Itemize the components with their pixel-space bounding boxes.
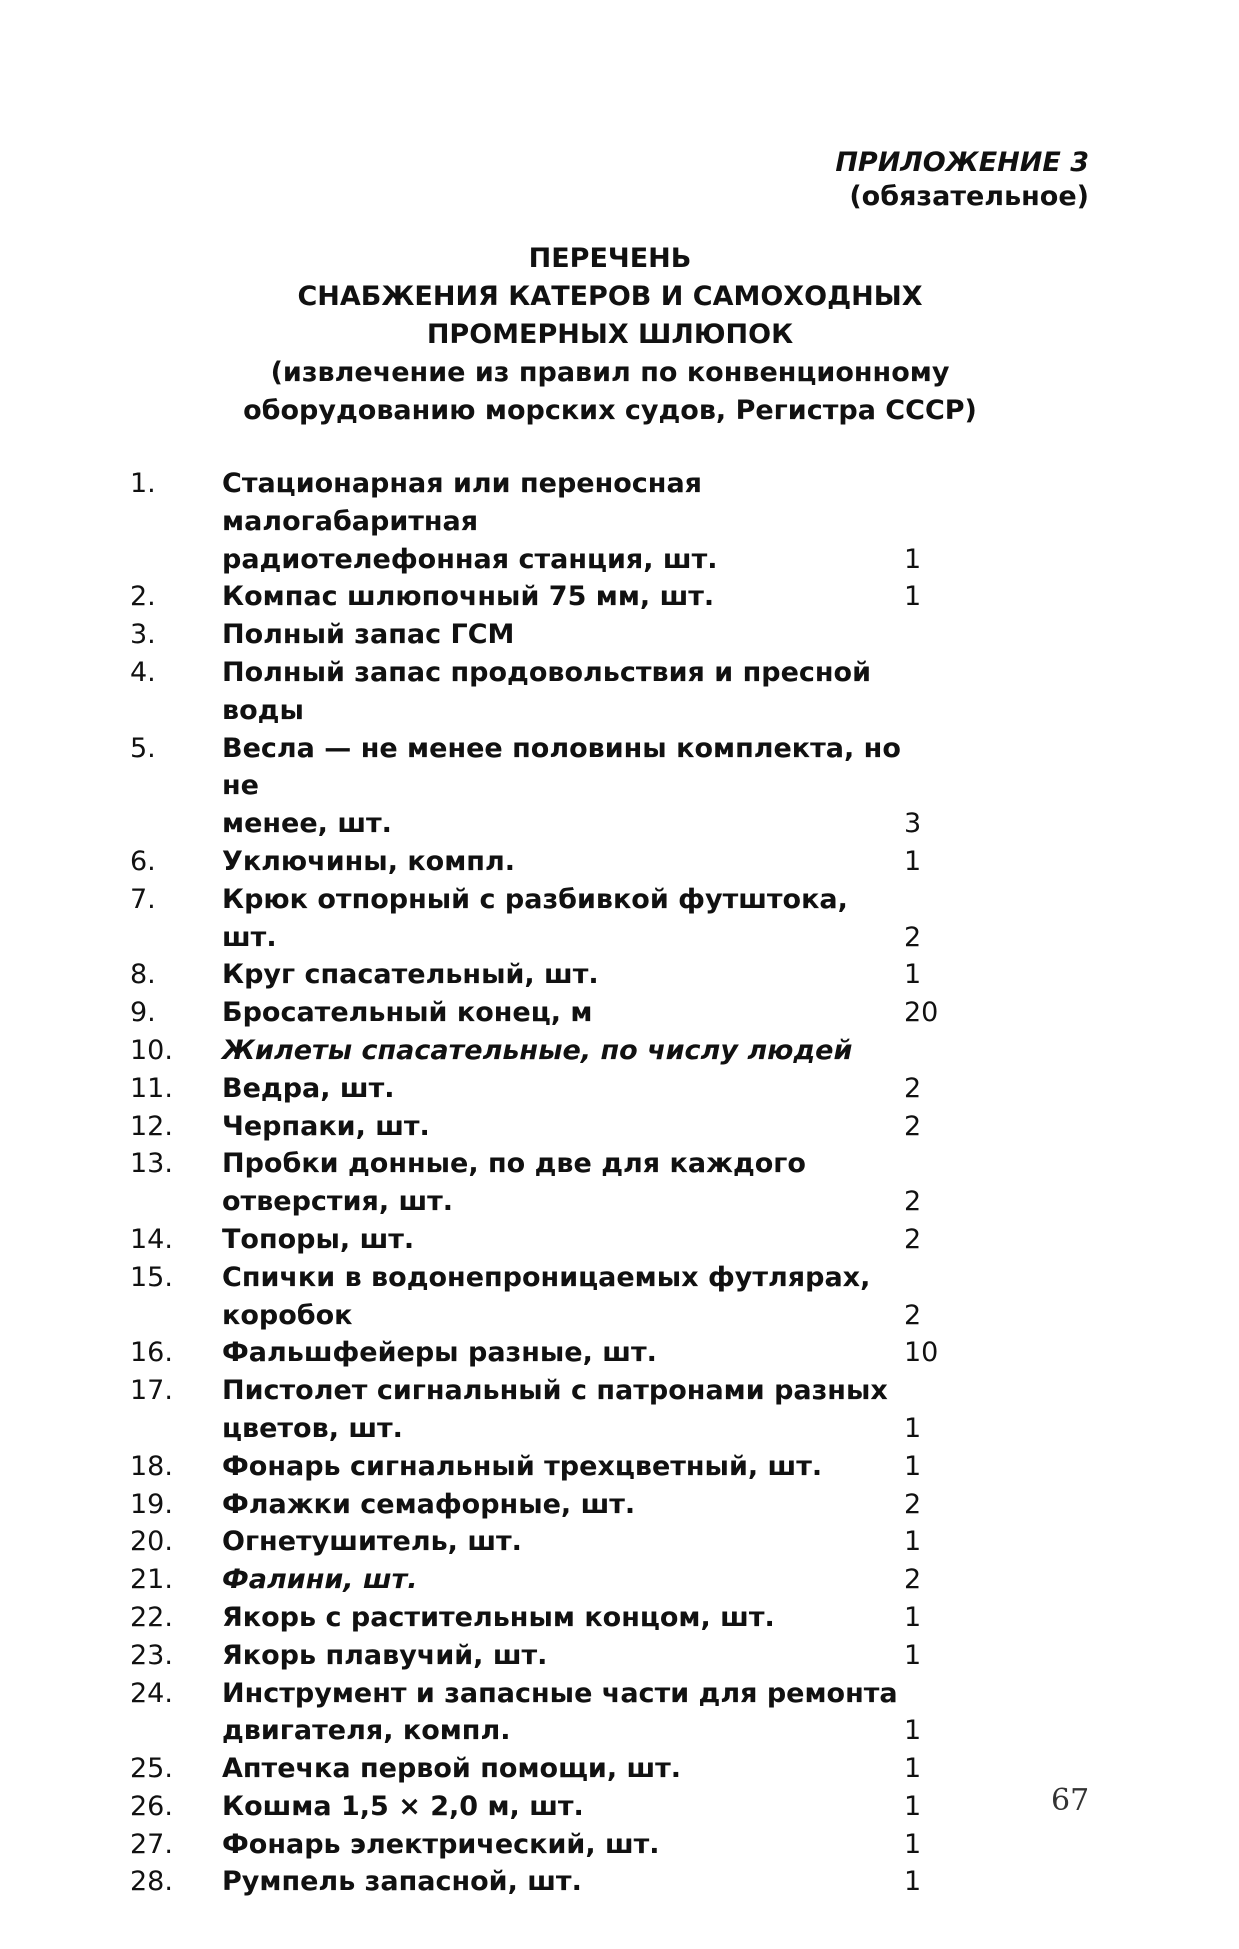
list-item bbox=[130, 1070, 1090, 1108]
item-text: Огнетушитель, шт. bbox=[222, 1526, 522, 1558]
heading-line: ПРОМЕРНЫХ ШЛЮПОК bbox=[426, 319, 794, 350]
item-quantity: 1 bbox=[904, 1450, 922, 1482]
supply-list bbox=[130, 465, 1090, 1901]
item-quantity: 2 bbox=[904, 1564, 922, 1596]
item-number: 22. bbox=[130, 1601, 173, 1633]
heading-line: ПЕРЕЧЕНЬ bbox=[528, 243, 692, 274]
item-number: 25. bbox=[130, 1753, 173, 1785]
list-item bbox=[130, 1486, 1090, 1524]
item-number: 21. bbox=[130, 1564, 173, 1596]
list-item bbox=[130, 1750, 1090, 1788]
item-text: Пробки донные, по две для каждого отверстия, шт. bbox=[222, 1148, 806, 1218]
item-quantity: 2 bbox=[904, 1488, 922, 1520]
item-number: 23. bbox=[130, 1639, 173, 1671]
list-item bbox=[130, 1637, 1090, 1675]
appendix-label bbox=[835, 146, 1089, 214]
appendix-title: ПРИЛОЖЕНИЕ 3 bbox=[835, 147, 1089, 178]
item-text: Жилеты спасательные, по числу людей bbox=[222, 1034, 853, 1066]
item-quantity: 1 bbox=[904, 581, 922, 613]
item-text: Спички в водонепроницаемых футлярах, коробок bbox=[222, 1261, 871, 1331]
appendix-subtitle: (обязательное) bbox=[849, 181, 1089, 212]
item-text: Фалини, шт. bbox=[222, 1564, 418, 1596]
item-text: Полный запас продовольствия и пресной воды bbox=[222, 656, 872, 726]
list-item bbox=[130, 465, 1090, 578]
item-text: Якорь с растительным концом, шт. bbox=[222, 1601, 775, 1633]
item-text: Пистолет сигнальный с патронами разных цветов, шт. bbox=[222, 1375, 888, 1444]
item-quantity: 3 bbox=[904, 808, 922, 840]
document-heading bbox=[200, 240, 1020, 430]
item-number: 27. bbox=[130, 1828, 173, 1860]
item-text: Бросательный конец, м bbox=[222, 997, 593, 1029]
item-number: 12. bbox=[130, 1110, 173, 1142]
item-quantity: 2 bbox=[904, 1299, 922, 1331]
list-item bbox=[130, 1372, 1090, 1448]
item-number: 18. bbox=[130, 1450, 173, 1482]
item-quantity: 2 bbox=[904, 1072, 922, 1104]
list-item bbox=[130, 1523, 1090, 1561]
item-quantity: 1 bbox=[904, 1828, 922, 1860]
list-item bbox=[130, 994, 1090, 1032]
list-item bbox=[130, 881, 1090, 957]
list-item bbox=[130, 1599, 1090, 1637]
item-quantity: 1 bbox=[904, 1639, 922, 1671]
item-text: Крюк отпорный с разбивкой футштока, шт. bbox=[222, 883, 848, 953]
item-quantity: 1 bbox=[904, 1866, 922, 1898]
item-text: Аптечка первой помощи, шт. bbox=[222, 1753, 682, 1785]
list-item bbox=[130, 1561, 1090, 1599]
item-text: Топоры, шт. bbox=[222, 1223, 415, 1255]
item-text: Якорь плавучий, шт. bbox=[222, 1639, 548, 1671]
item-text: Круг спасательный, шт. bbox=[222, 959, 599, 991]
item-text: Флажки семафорные, шт. bbox=[222, 1488, 636, 1520]
item-quantity: 2 bbox=[904, 1186, 922, 1218]
item-text: Инструмент и запасные части для ремонта двигателя, компл. bbox=[222, 1677, 898, 1747]
list-item bbox=[130, 1788, 1090, 1826]
list-item bbox=[130, 730, 1090, 843]
list-item bbox=[130, 843, 1090, 881]
item-number: 17. bbox=[130, 1375, 173, 1407]
item-text: Полный запас ГСМ bbox=[222, 619, 515, 651]
item-number: 1. bbox=[130, 468, 156, 499]
item-number: 2. bbox=[130, 581, 156, 613]
item-text: Фонарь электрический, шт. bbox=[222, 1828, 660, 1860]
item-text: Стационарная или переносная малогабаритная радиотелефонная станция, шт. bbox=[222, 468, 718, 575]
item-number: 14. bbox=[130, 1223, 173, 1255]
item-number: 15. bbox=[130, 1261, 173, 1293]
item-quantity: 20 bbox=[904, 997, 939, 1029]
list-item bbox=[130, 1032, 1090, 1070]
list-item bbox=[130, 956, 1090, 994]
list-item bbox=[130, 1334, 1090, 1372]
item-text: Весла — не менее половины комплекта, но не менее, шт. bbox=[222, 732, 901, 840]
page-number: 67 bbox=[1051, 1783, 1090, 1818]
list-item bbox=[130, 578, 1090, 616]
item-number: 26. bbox=[130, 1790, 173, 1822]
item-text: Фонарь сигнальный трехцветный, шт. bbox=[222, 1450, 823, 1482]
list-item bbox=[130, 1145, 1090, 1221]
list-item bbox=[130, 654, 1090, 730]
item-quantity: 10 bbox=[904, 1337, 939, 1369]
item-text: Компас шлюпочный 75 мм, шт. bbox=[222, 581, 715, 613]
heading-line: (извлечение из правил по конвенционному bbox=[270, 357, 950, 388]
list-item bbox=[130, 1221, 1090, 1259]
item-text: Черпаки, шт. bbox=[222, 1110, 430, 1142]
item-number: 5. bbox=[130, 732, 156, 764]
heading-line: оборудованию морских судов, Регистра СССР) bbox=[243, 395, 977, 426]
item-number: 13. bbox=[130, 1148, 173, 1180]
item-number: 9. bbox=[130, 997, 156, 1029]
item-quantity: 1 bbox=[904, 959, 922, 991]
item-number: 10. bbox=[130, 1034, 173, 1066]
item-quantity: 2 bbox=[904, 921, 922, 953]
item-number: 4. bbox=[130, 656, 156, 688]
list-item bbox=[130, 1826, 1090, 1864]
item-number: 7. bbox=[130, 883, 156, 915]
item-number: 6. bbox=[130, 845, 156, 877]
item-text: Фальшфейеры разные, шт. bbox=[222, 1337, 657, 1369]
list-item bbox=[130, 1448, 1090, 1486]
item-quantity: 1 bbox=[904, 1715, 922, 1747]
item-quantity: 1 bbox=[904, 845, 922, 877]
item-number: 3. bbox=[130, 619, 156, 651]
item-number: 20. bbox=[130, 1526, 173, 1558]
item-number: 8. bbox=[130, 959, 156, 991]
item-text: Уключины, компл. bbox=[222, 845, 515, 877]
item-number: 24. bbox=[130, 1677, 173, 1709]
item-number: 28. bbox=[130, 1866, 173, 1898]
list-item bbox=[130, 1259, 1090, 1335]
item-text: Ведра, шт. bbox=[222, 1072, 395, 1104]
heading-line: СНАБЖЕНИЯ КАТЕРОВ И САМОХОДНЫХ bbox=[297, 281, 923, 312]
item-quantity: 1 bbox=[904, 1526, 922, 1558]
list-item bbox=[130, 616, 1090, 654]
item-number: 16. bbox=[130, 1337, 173, 1369]
item-quantity: 1 bbox=[904, 1753, 922, 1785]
item-quantity: 1 bbox=[904, 1601, 922, 1633]
item-quantity: 2 bbox=[904, 1223, 922, 1255]
item-number: 19. bbox=[130, 1488, 173, 1520]
item-text: Кошма 1,5 × 2,0 м, шт. bbox=[222, 1790, 584, 1822]
item-number: 11. bbox=[130, 1072, 173, 1104]
list-item bbox=[130, 1863, 1090, 1901]
list-item bbox=[130, 1108, 1090, 1146]
item-quantity: 1 bbox=[904, 1412, 922, 1444]
item-quantity: 1 bbox=[904, 543, 922, 575]
list-item bbox=[130, 1675, 1090, 1751]
item-quantity: 2 bbox=[904, 1110, 922, 1142]
item-quantity: 1 bbox=[904, 1790, 922, 1822]
item-text: Румпель запасной, шт. bbox=[222, 1866, 582, 1898]
